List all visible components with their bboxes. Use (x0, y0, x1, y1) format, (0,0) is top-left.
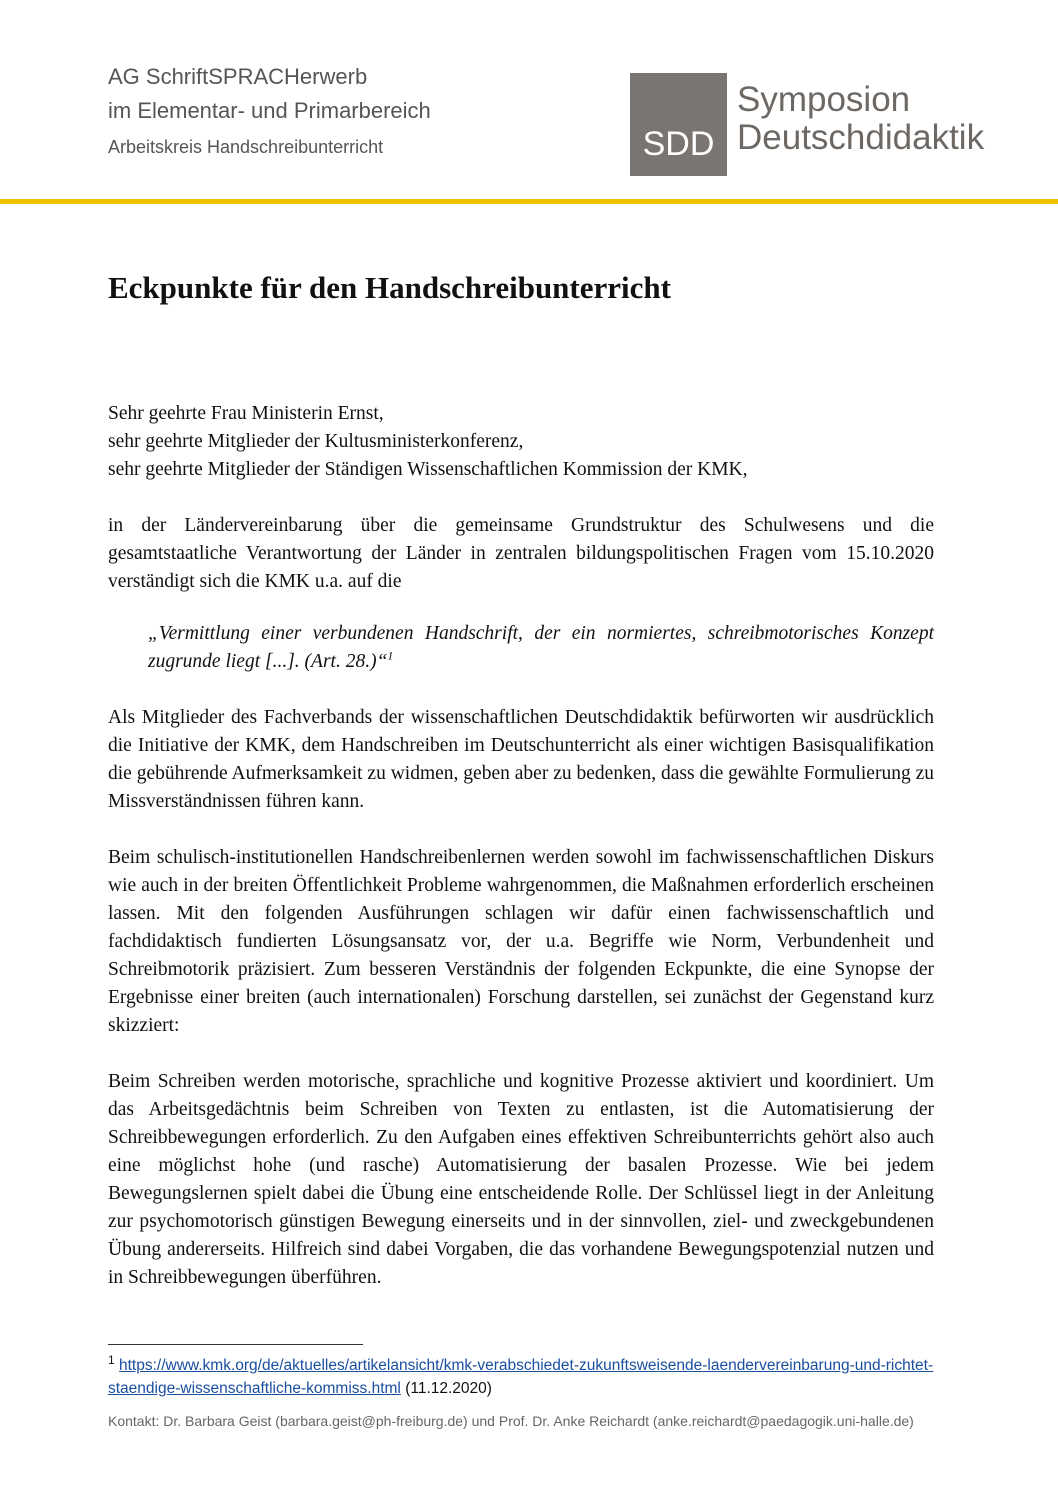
quote-block (148, 620, 934, 676)
letter-body (108, 400, 934, 1292)
footnote-ref: 1 (387, 648, 394, 663)
footnote-link[interactable]: https://www.kmk.org/de/aktuelles/artikelansicht/kmk-verabschiedet-zukunftsweisende-laendervereinbarung-und-richtet-staendige-wissenschaftliche-kommiss.html (108, 1357, 934, 1397)
logo-name-line-1: Symposion (737, 80, 911, 119)
salutation (108, 400, 934, 484)
header-divider (0, 199, 1058, 204)
logo-abbr: SDD (642, 125, 715, 163)
salutation-line: Sehr geehrte Frau Ministerin Ernst, (108, 403, 384, 424)
header-line-3: Arbeitskreis Handschreibunterricht (108, 137, 384, 157)
header-line-1: AG SchriftSPRACHerwerb (108, 64, 368, 89)
footnote-mark: 1 (108, 1352, 115, 1367)
header-org-block (108, 62, 431, 160)
document-title: Eckpunkte für den Handschreibunterricht (108, 270, 671, 305)
sdd-logo (630, 73, 984, 176)
intro-paragraph: in der Ländervereinbarung über die gemeinsame Grundstruktur des Schulwesens und die gesamtstaatliche Verantwortung der Länder in zentralen bildungspolitischen Fragen vom 15.10.2020 verständigt sich die KMK u.a. auf die (108, 515, 934, 592)
body-paragraph: Beim schulisch-institutionellen Handschreibenlernen werden sowohl im fachwissenschaftlichen Diskurs wie auch in der breiten Öffentlichkeit Probleme wahrgenommen, die Maßnahmen erforderlich erscheinen lassen. Mit den folgenden Ausführungen schlagen wir dafür einen fachwissenschaftlich und fachdidaktisch fundierten Lösungsansatz vor, der u.a. Begriffe wie Norm, Verbundenheit und Schreibmotorik präzisiert. Zum besseren Verständnis der folgenden Eckpunkte, die eine Synopse der Ergebnisse einer breiten (auch internationalen) Forschung darstellen, sei zunächst der Gegenstand kurz skizziert: (108, 847, 934, 1036)
header-line-2: im Elementar- und Primarbereich (108, 98, 431, 123)
salutation-line: sehr geehrte Mitglieder der Ständigen Wissenschaftlichen Kommission der KMK, (108, 459, 748, 480)
logo-text (737, 73, 984, 176)
salutation-line: sehr geehrte Mitglieder der Kultusministerkonferenz, (108, 431, 524, 452)
body-paragraph: Beim Schreiben werden motorische, sprachliche und kognitive Prozesse aktiviert und koordiniert. Um das Arbeitsgedächtnis beim Schreiben von Texten zu entlasten, ist die Automatisierung der Schreibbewegungen erforderlich. Zu den Aufgaben eines effektiven Schreibunterrichts gehört also auch eine möglichst hohe (und rasche) Automatisierung der basalen Prozesse. Wie bei jedem Bewegungslernen spielt dabei die Übung eine entscheidende Rolle. Der Schlüssel liegt in der Anleitung zur psychomotorisch günstigen Bewegung einerseits und in der sinnvollen, ziel- und zweckgebundenen Übung andererseits. Hilfreich sind dabei Vorgaben, die das vorhandene Bewegungspotenzial nutzen und in Schreibbewegungen überführen. (108, 1071, 934, 1288)
logo-name-line-2: Deutschdidaktik (737, 118, 985, 157)
logo-box (630, 73, 727, 176)
contact-line: Kontakt: Dr. Barbara Geist (barbara.geist@ph-freiburg.de) und Prof. Dr. Anke Reichardt (anke.reichardt@paedagogik.uni-halle.de) (108, 1413, 914, 1429)
body-paragraph: Als Mitglieder des Fachverbands der wissenschaftlichen Deutschdidaktik befürworten wir ausdrücklich die Initiative der KMK, dem Handschreiben im Deutschunterricht als einer wichtigen Basisqualifikation die gebührende Aufmerksamkeit zu widmen, geben aber zu bedenken, dass die gewählte Formulierung zu Missverständnissen führen kann. (108, 707, 934, 812)
footnote-divider (108, 1344, 363, 1345)
footnote-date: (11.12.2020) (405, 1380, 492, 1397)
footnote (108, 1354, 948, 1400)
quote-text: „Vermittlung einer verbundenen Handschrift, der ein normiertes, schreibmotorisches Konzept zugrunde liegt [...]. (Art. 28.)“ (148, 623, 934, 672)
